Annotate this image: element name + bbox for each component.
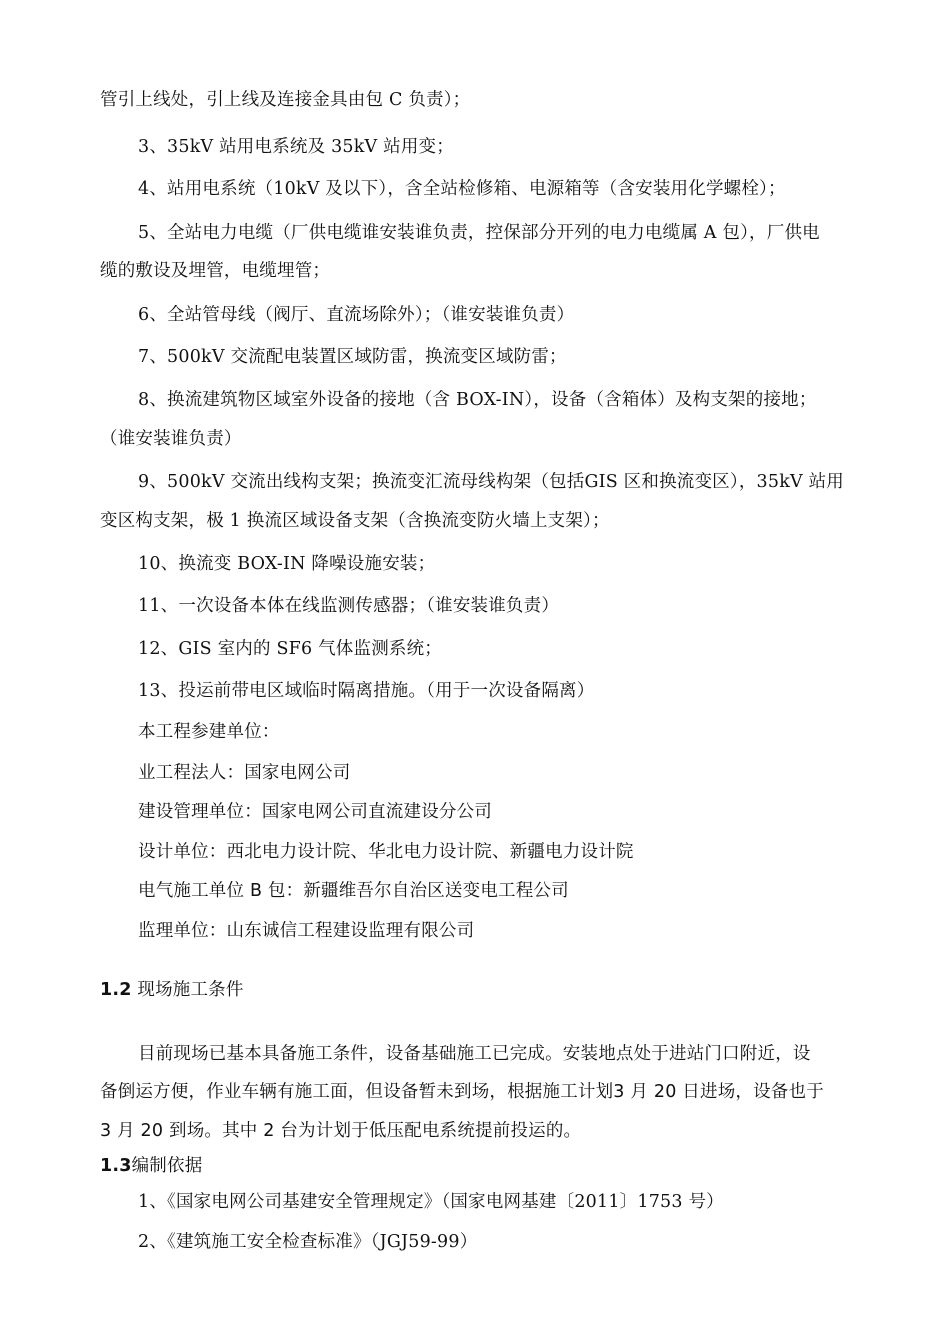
reference-item: 1、《国家电网公司基建安全管理规定》（国家电网基建〔2011〕1753 号） (138, 1192, 724, 1212)
list-item: 12、GIS 室内的 SF6 气体监测系统； (138, 639, 443, 659)
list-item: 4、站用电系统（10kV 及以下），含全站检修箱、电源箱等（含安装用化学螺栓）； (138, 179, 786, 199)
paragraph-line: 目前现场已基本具备施工条件，设备基础施工已完成。安装地点处于进站门口附近，设 (138, 1044, 811, 1064)
text-line: 变区构支架，极 1 换流区域设备支架（含换流变防火墙上支架）； (100, 511, 610, 531)
section-heading-1-2 (100, 978, 244, 1002)
list-item: 13、投运前带电区域临时隔离措施。（用于一次设备隔离） (138, 681, 595, 701)
participants-heading: 本工程参建单位： (138, 722, 280, 742)
section-title: 现场施工条件 (137, 980, 244, 1000)
list-item: 10、换流变 BOX-IN 降噪设施安装； (138, 554, 436, 574)
list-item: 3、35kV 站用电系统及 35kV 站用变； (138, 137, 454, 157)
reference-item: 2、《建筑施工安全检查标准》（JGJ59-99） (138, 1232, 478, 1252)
participant-construction: 电气施工单位 B 包：新疆维吾尔自治区送变电工程公司 (138, 881, 569, 901)
participant-supervision: 监理单位：山东诚信工程建设监理有限公司 (138, 921, 475, 941)
participant-design: 设计单位：西北电力设计院、华北电力设计院、新疆电力设计院 (138, 842, 634, 862)
participant-management: 建设管理单位：国家电网公司直流建设分公司 (138, 802, 492, 822)
list-item: 6、全站管母线（阀厅、直流场除外）；（谁安装谁负责） (138, 305, 575, 325)
list-item: 9、500kV 交流出线构支架；换流变汇流母线构架（包括GIS 区和换流变区），35kV 站用 (138, 472, 845, 492)
text-line: 管引上线处，引上线及连接金具由包 C 负责）； (100, 90, 471, 110)
text-line: （谁安装谁负责） (100, 429, 242, 449)
list-item: 8、换流建筑物区域室外设备的接地（含 BOX-IN），设备（含箱体）及构支架的接地； (138, 390, 817, 410)
section-title: 编制依据 (131, 1156, 203, 1176)
text-line: 缆的敷设及埋管，电缆埋管； (100, 261, 331, 281)
list-item: 5、全站电力电缆（厂供电缆谁安装谁负责，控保部分开列的电力电缆属 A 包），厂供电 (138, 223, 820, 243)
section-number: 1.2 (100, 980, 132, 1000)
paragraph-line: 3 月 20 到场。其中 2 台为计划于低压配电系统提前投运的。 (100, 1121, 582, 1141)
section-number: 1.3 (100, 1156, 132, 1176)
paragraph-line: 备倒运方便，作业车辆有施工面，但设备暂未到场，根据施工计划3 月 20 日进场，设备也于 (100, 1082, 824, 1102)
participant-owner: 业工程法人：国家电网公司 (138, 763, 351, 783)
section-heading-1-3 (100, 1154, 202, 1178)
list-item: 11、一次设备本体在线监测传感器；（谁安装谁负责） (138, 596, 560, 616)
list-item: 7、500kV 交流配电装置区域防雷，换流变区域防雷； (138, 347, 567, 367)
